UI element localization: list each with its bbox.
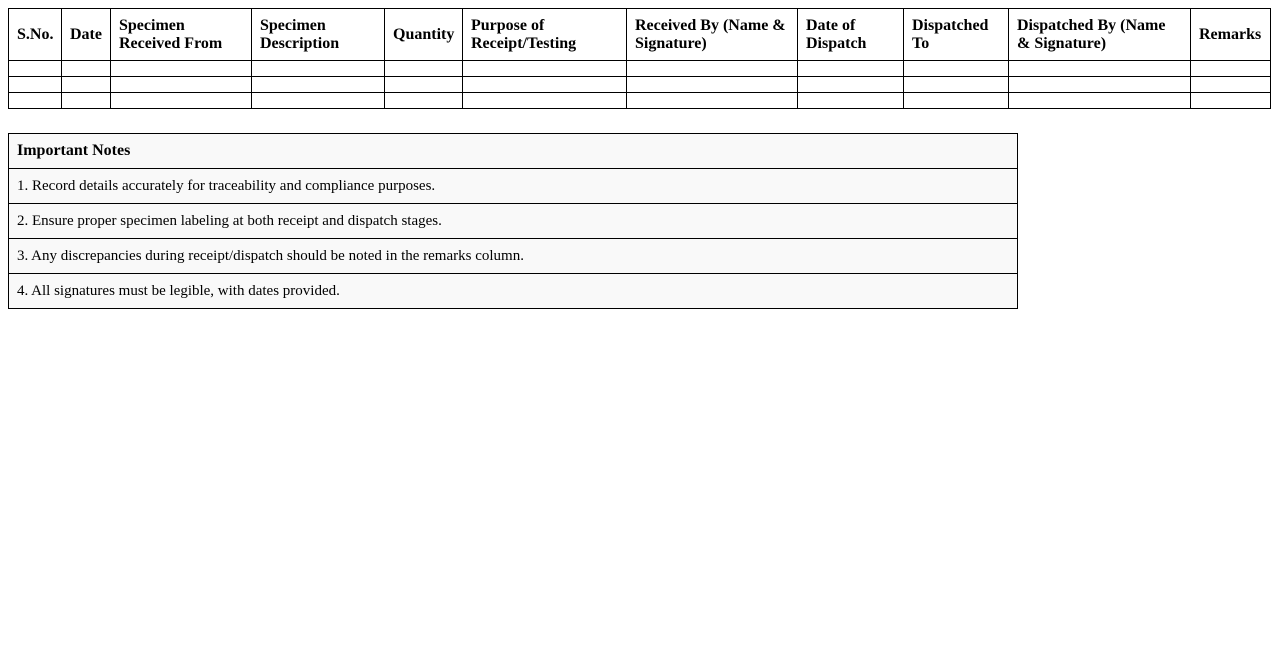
table-cell[interactable] [385,77,463,93]
table-cell[interactable] [385,93,463,109]
table-cell[interactable] [9,61,62,77]
note-item: 1. Record details accurately for traceability and compliance purposes. [9,169,1018,204]
table-cell[interactable] [627,61,798,77]
table-cell[interactable] [62,61,111,77]
table-cell[interactable] [1009,61,1191,77]
table-cell[interactable] [1191,61,1271,77]
table-cell[interactable] [9,77,62,93]
note-row [9,169,1018,204]
table-cell[interactable] [252,93,385,109]
table-cell[interactable] [904,77,1009,93]
column-header-date-of-dispatch: Date of Dispatch [798,9,904,61]
column-header-description: Specimen Description [252,9,385,61]
note-item: 4. All signatures must be legible, with dates provided. [9,274,1018,309]
table-cell[interactable] [798,77,904,93]
table-cell[interactable] [252,61,385,77]
table-cell[interactable] [798,93,904,109]
note-item: 3. Any discrepancies during receipt/dispatch should be noted in the remarks column. [9,239,1018,274]
table-cell[interactable] [627,77,798,93]
table-cell[interactable] [463,93,627,109]
table-cell[interactable] [463,61,627,77]
column-header-date: Date [62,9,111,61]
notes-title-row [9,134,1018,169]
table-row [9,61,1271,77]
important-notes-box [8,133,1018,309]
note-row [9,204,1018,239]
table-cell[interactable] [62,93,111,109]
table-cell[interactable] [1191,93,1271,109]
note-row [9,239,1018,274]
table-cell[interactable] [252,77,385,93]
note-item: 2. Ensure proper specimen labeling at both receipt and dispatch stages. [9,204,1018,239]
column-header-remarks: Remarks [1191,9,1271,61]
specimen-register-table [8,8,1271,109]
notes-title: Important Notes [9,134,1018,169]
column-header-received-by: Received By (Name & Signature) [627,9,798,61]
table-row [9,93,1271,109]
table-cell[interactable] [1191,77,1271,93]
table-cell[interactable] [1009,77,1191,93]
table-cell[interactable] [904,93,1009,109]
column-header-received-from: Specimen Received From [111,9,252,61]
table-cell[interactable] [798,61,904,77]
table-cell[interactable] [1009,93,1191,109]
table-cell[interactable] [463,77,627,93]
table-cell[interactable] [904,61,1009,77]
table-cell[interactable] [9,93,62,109]
column-header-dispatched-by: Dispatched By (Name & Signature) [1009,9,1191,61]
table-cell[interactable] [385,61,463,77]
table-row [9,77,1271,93]
column-header-dispatched-to: Dispatched To [904,9,1009,61]
table-cell[interactable] [111,61,252,77]
column-header-sno: S.No. [9,9,62,61]
table-cell[interactable] [627,93,798,109]
column-header-quantity: Quantity [385,9,463,61]
table-cell[interactable] [111,77,252,93]
note-row [9,274,1018,309]
header-row [9,9,1271,61]
column-header-purpose: Purpose of Receipt/Testing [463,9,627,61]
table-cell[interactable] [111,93,252,109]
table-cell[interactable] [62,77,111,93]
